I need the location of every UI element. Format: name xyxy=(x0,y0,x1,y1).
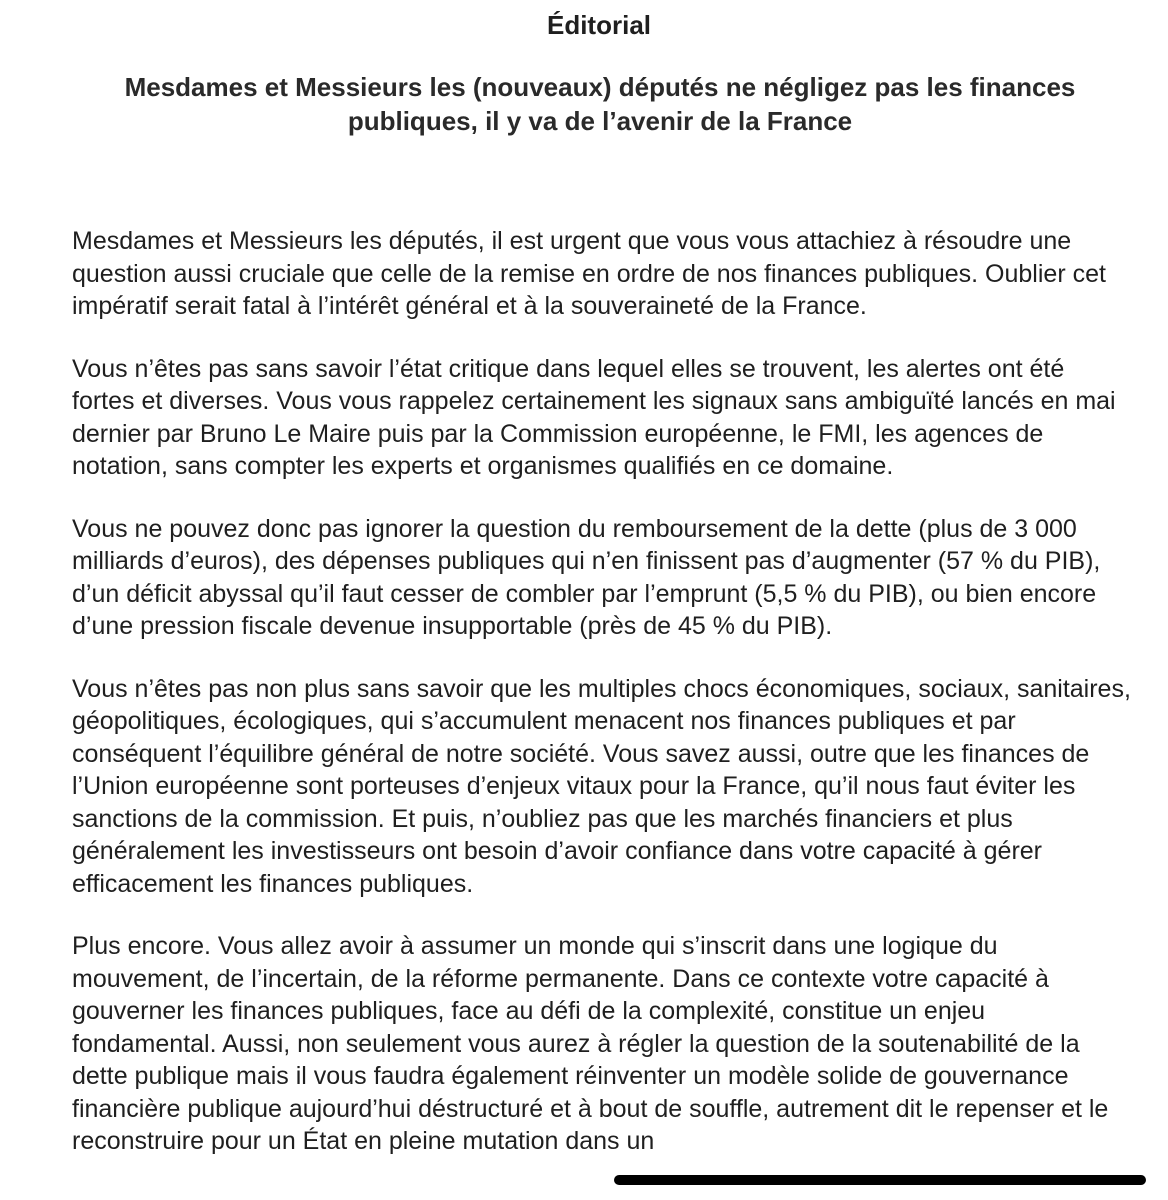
paragraph-1: Mesdames et Messieurs les députés, il est urgent que vous vous attachiez à résoudre une question aussi cruciale que celle de la remise en ordre de nos finances publiques. Oublier cet impératif serait fatal à l’intérêt général et à la souveraineté de la France. xyxy=(72,227,1106,320)
editorial-headline: Mesdames et Messieurs les (nouveaux) députés ne négligez pas les finances publiques, il y va de l’avenir de la France xyxy=(124,72,1076,136)
paragraph-2: Vous n’êtes pas sans savoir l’état critique dans lequel elles se trouvent, les alertes ont été fortes et diverses. Vous vous rappelez certainement les signaux sans ambiguïté lancés en mai dernier par Bruno Le Maire puis par la Commission européenne, le FMI, les agences de notation, sans compter les experts et organismes qualifiés en ce domaine. xyxy=(72,354,1116,480)
paragraph-5: Plus encore. Vous allez avoir à assumer un monde qui s’inscrit dans une logique du mouvement, de l’incertain, de la réforme permanente. Dans ce contexte votre capacité à gouverner les finances publiques, face au défi de la complexité, constitue un enjeu fondamental. Aussi, non seulement vous aurez à régler la question de la soutenabilité de la dette publique mais il vous faudra également réinventer un modèle solide de gouvernance financière publique aujourd’hui déstructuré et à bout de souffle, autrement dit le repenser et le reconstruire pour un État en pleine mutation dans un xyxy=(72,932,1109,1155)
home-indicator-bar[interactable] xyxy=(614,1175,1146,1185)
article-body xyxy=(72,225,1132,1158)
section-label: Éditorial xyxy=(546,10,651,40)
paragraph-4: Vous n’êtes pas non plus sans savoir que les multiples chocs économiques, sociaux, sanitaires, géopolitiques, écologiques, qui s’accumulent menacent nos finances publiques et par conséquent l’équilibre général de notre société. Vous savez aussi, outre que les finances de l’Union européenne sont porteuses d’enjeux vitaux pour la France, qu’il nous faut éviter les sanctions de la commission. Et puis, n’oubliez pas que les marchés financiers et plus généralement les investisseurs ont besoin d’avoir confiance dans votre capacité à gérer efficacement les finances publiques. xyxy=(72,674,1131,898)
paragraph-3: Vous ne pouvez donc pas ignorer la question du remboursement de la dette (plus de 3 000 milliards d’euros), des dépenses publiques qui n’en finissent pas d’augmenter (57 % du PIB), d’un déficit abyssal qu’il faut cesser de combler par l’emprunt (5,5 % du PIB), ou bien encore d’une pression fiscale devenue insupportable (près de 45 % du PIB). xyxy=(72,514,1101,640)
